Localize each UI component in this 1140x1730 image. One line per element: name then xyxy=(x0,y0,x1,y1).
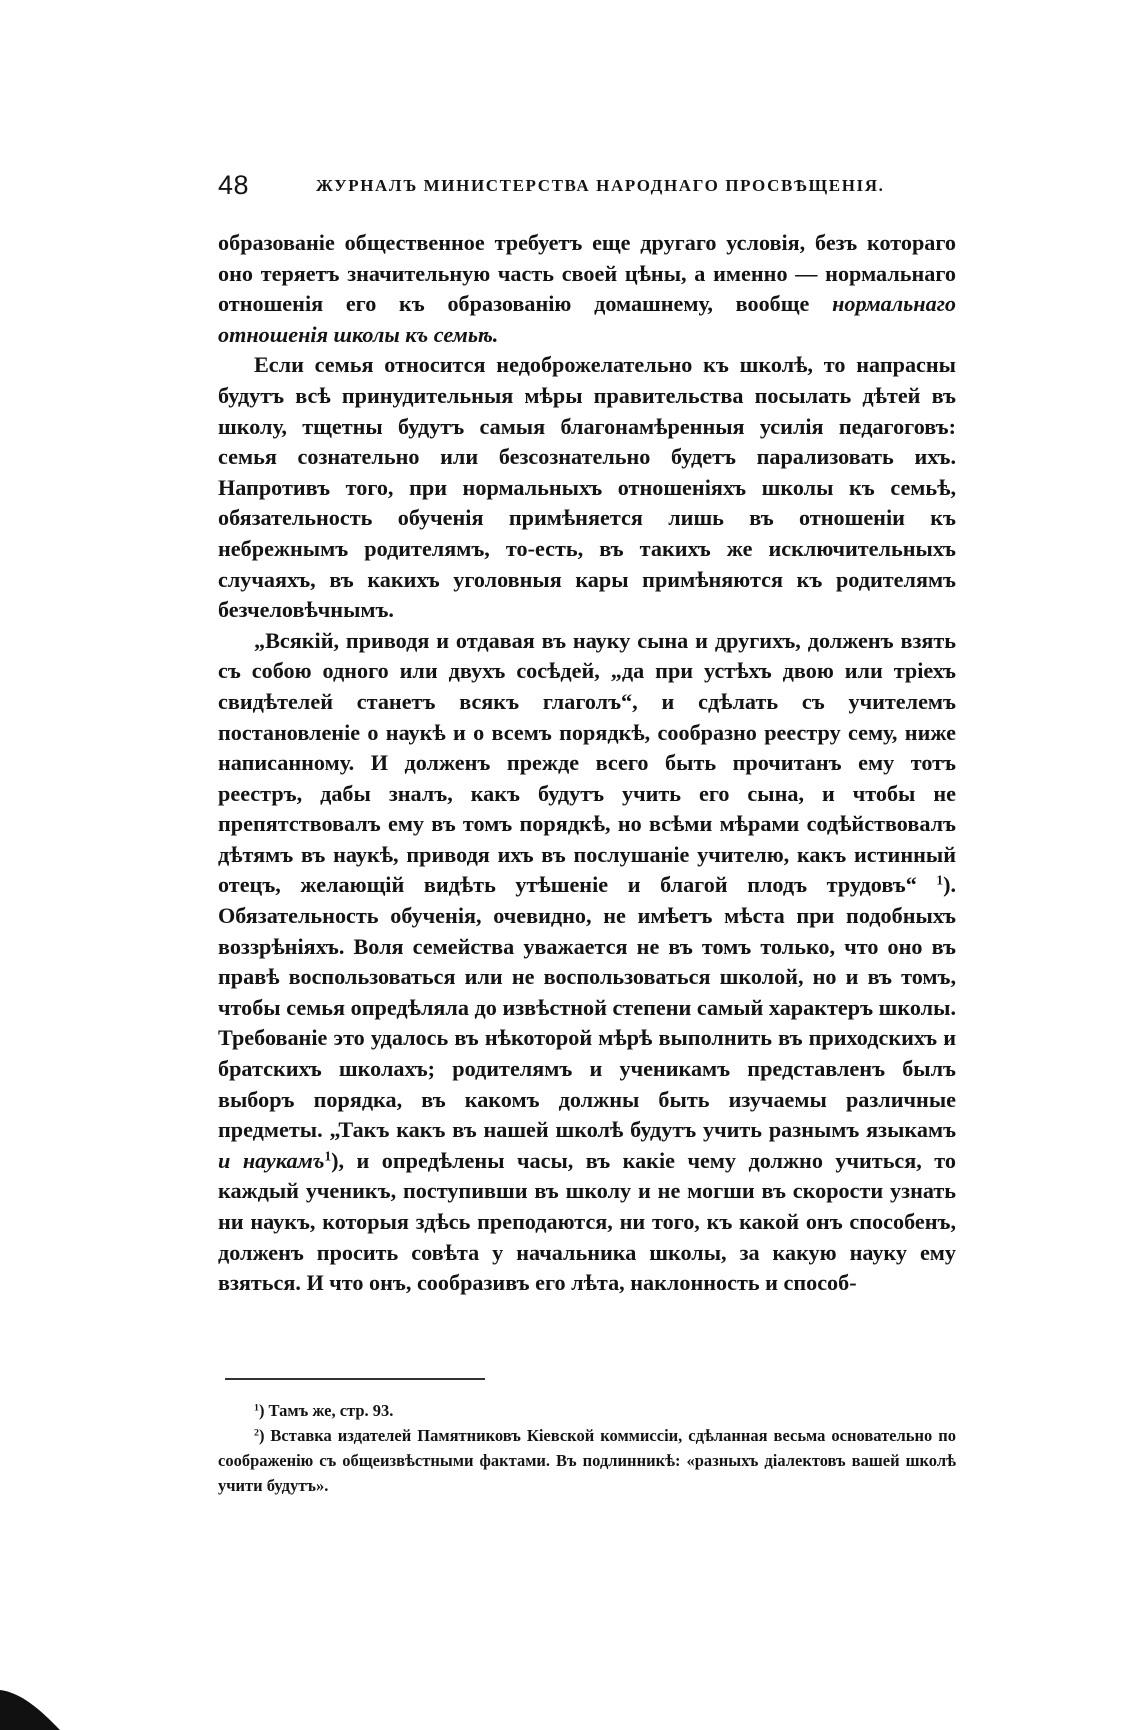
paragraph-3-part-2: ). Обязательность обученія, очевидно, не имѣетъ мѣста при подобныхъ воззрѣніяхъ. Воля семейства уважается не въ томъ только, что оно въ правѣ воспользоваться или не воспользоваться школой, но и въ томъ, чтобы семья опредѣляла до извѣстной степени самый характеръ школы. Требованіе это удалось въ нѣкоторой мѣрѣ выполнить въ приходскихъ и братскихъ школахъ; родителямъ и ученикамъ представленъ былъ выборъ порядка, въ какомъ должны быть изучаемы различные предметы. „Такъ какъ въ нашей школѣ будутъ учить разнымъ языкамъ xyxy=(218,872,956,1143)
footnotes xyxy=(218,1398,956,1498)
footnote-1-mark: 1 xyxy=(254,1402,259,1414)
paragraph-1-text: образованіе общественное требуетъ еще другаго условія, безъ котораго оно теряетъ значительную часть своей цѣны, а именно — нормальнаго отношенія его къ образованію домашнему, вообще xyxy=(218,230,956,317)
paragraph-3-part-3: ), и опредѣлены часы, въ какіе чему должно учиться, то каждый ученикъ, поступивши въ школу и не могши въ скорости узнать ни наукъ, которыя здѣсь преподаются, ни того, къ какой онъ способенъ, долженъ просить совѣта у начальника школы, за какую науку ему взяться. И что онъ, сообразивъ его лѣта, наклонность и способ- xyxy=(218,1147,957,1296)
paragraph-3 xyxy=(218,626,956,1299)
footnote-ref-1: 1 xyxy=(936,873,944,889)
paragraph-3-part-1: „Всякій, приводя и отдавая въ науку сына и другихъ, долженъ взять съ собою одного или двухъ сосѣдей, „да при устѣхъ двою или тріехъ свидѣтелей станетъ всякъ глаголъ“, и сдѣлать съ учителемъ постановленіе о наукѣ и о всемъ порядкѣ, сообразно реестру сему, ниже написанному. И долженъ прежде всего быть прочитанъ ему тотъ реестръ, дабы зналъ, какъ будутъ учить его сына, и чтобы не препятствовалъ ему въ томъ порядкѣ, но всѣми мѣрами содѣйствовалъ дѣтямъ въ наукѣ, приводя ихъ въ послушаніе учителю, какъ истинный отецъ, желающій видѣть утѣшеніе и благой плодъ трудовъ“ xyxy=(218,627,956,898)
paragraph-2: Если семья относится недоброжелательно къ школѣ, то напрасны будутъ всѣ принудительныя мѣры правительства посылать дѣтей въ школу, тщетны будутъ самыя благонамѣренныя усилія педагоговъ: семья сознательно или безсознательно будетъ парализовать ихъ. Напротивъ того, при нормальныхъ отношеніяхъ школы къ семьѣ, обязательность обученія примѣняется лишь въ отношеніи къ небрежнымъ родителямъ, то-есть, въ такихъ же исключительныхъ случаяхъ, въ какихъ уголовныя кары примѣняются къ родителямъ безчеловѣчнымъ. xyxy=(218,352,956,623)
footnote-ref-2: 1 xyxy=(324,1148,332,1164)
footnote-divider xyxy=(225,1378,485,1380)
footnote-2-mark: 2 xyxy=(254,1427,259,1439)
footnote-1 xyxy=(218,1398,956,1423)
footnote-2 xyxy=(218,1423,956,1498)
paragraph-1-italic: нормальнаго отношенія школы къ семьѣ. xyxy=(218,291,956,347)
paragraph-3-italic: и наукамъ xyxy=(218,1147,325,1173)
page-header xyxy=(218,168,938,208)
paragraph-1 xyxy=(218,228,956,350)
running-title: ЖУРНАЛЪ МИНИСТЕРСТВА НАРОДНАГО ПРОСВѢЩЕНІЯ. xyxy=(316,176,885,195)
scan-corner-mark xyxy=(0,1686,60,1730)
page-number: 48 xyxy=(218,170,250,200)
footnote-1-text: ) Тамъ же, стр. 93. xyxy=(258,1401,394,1420)
footnote-2-text: ) Вставка издателей Памятниковъ Кіевской коммиссіи, сдѣланная весьма основательно по соображенію съ общеизвѣстными фактами. Въ подлинникѣ: «разныхъ діалектовъ вашей школѣ учити будутъ». xyxy=(218,1426,956,1495)
main-text xyxy=(218,228,956,1299)
